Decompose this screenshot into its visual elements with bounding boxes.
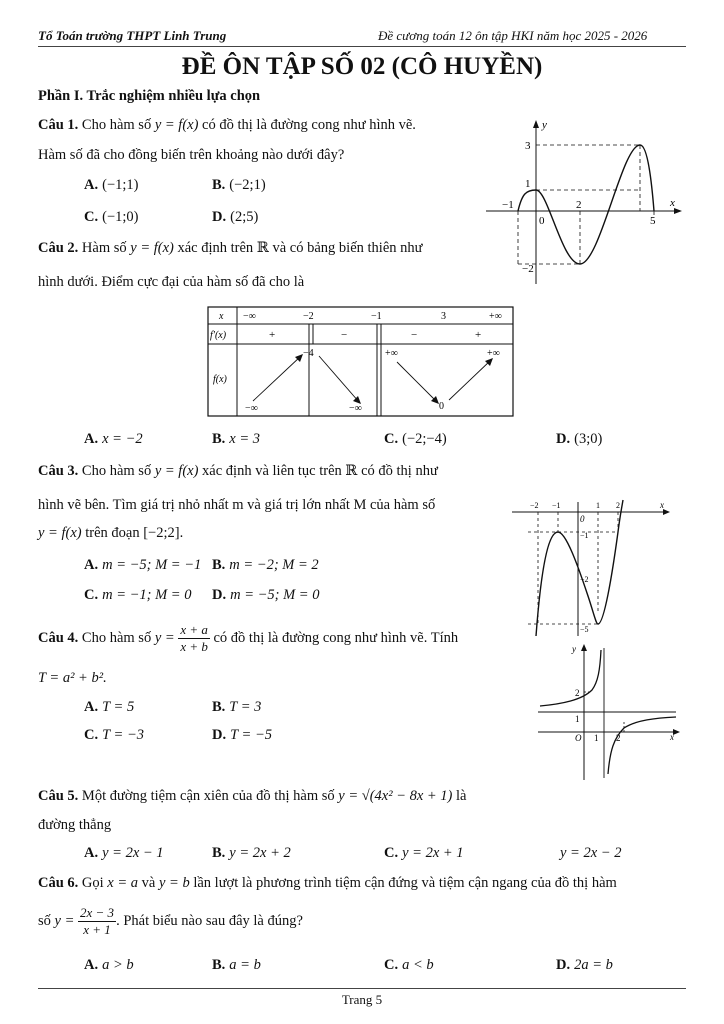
q3-x-arrow <box>663 509 670 515</box>
q1-option-d-val: (2;5) <box>230 209 259 225</box>
q2-option-b-key: B. <box>212 431 226 447</box>
q2-f-minf-1: −∞ <box>245 403 258 414</box>
q4-option-d[interactable] <box>212 727 272 744</box>
header-left: Tổ Toán trường THPT Linh Trung <box>38 28 227 43</box>
q6-text: Gọi <box>81 875 104 891</box>
q2-x-val-3: 3 <box>441 311 446 322</box>
q2-f-label: f(x) <box>213 374 227 385</box>
q6-y-eq: y = <box>54 912 75 929</box>
q2-fp-0: + <box>269 329 276 341</box>
q2-option-c-val: (−2;−4) <box>402 431 447 447</box>
q1-text: Cho hàm số <box>81 117 152 133</box>
q4-tick-x1: 1 <box>594 733 599 743</box>
q3-option-c[interactable] <box>84 587 191 604</box>
q1-option-c[interactable] <box>84 209 138 226</box>
q4-numerator: x + a <box>180 622 208 637</box>
q2-option-a-key: A. <box>84 431 99 447</box>
q3-func: y = f(x) <box>154 463 199 479</box>
q1-option-a-val: (−1;1) <box>102 177 139 193</box>
q2-x-val-2: −1 <box>371 311 382 322</box>
q5-option-a-key: A. <box>84 845 99 861</box>
q2-arrow-up-2 <box>449 360 491 400</box>
q5-option-a-val: y = 2x − 1 <box>102 845 164 861</box>
q4-option-b-val: T = 3 <box>229 699 262 715</box>
q3-text: Cho hàm số <box>81 463 152 479</box>
q4-option-c-val: T = −3 <box>102 727 144 743</box>
q2-f-pinf-2: +∞ <box>487 348 500 359</box>
q1-option-d-key: D. <box>212 209 227 225</box>
q2-text-c: và có bảng biến thiên như <box>272 240 423 256</box>
q1-x-label: x <box>670 197 675 209</box>
q4-denominator: x + b <box>180 639 208 654</box>
q2-x-val-0: −∞ <box>243 311 256 322</box>
q2-option-a-val: x = −2 <box>102 431 143 447</box>
q1-option-d[interactable] <box>212 209 258 226</box>
q4-y-arrow <box>581 644 587 651</box>
q6-option-b-val: a = b <box>229 957 261 973</box>
q1-option-c-val: (−1;0) <box>102 209 139 225</box>
q4-tick-x2: 2 <box>616 733 621 743</box>
q1-option-b-key: B. <box>212 177 226 193</box>
q3-option-a-key: A. <box>84 557 99 573</box>
question-1-label: Câu 1. <box>38 117 79 133</box>
q2-option-d-val: (3;0) <box>574 431 603 447</box>
q5-option-d-val: y = 2x − 2 <box>560 845 622 861</box>
q2-arrow-down-2 <box>397 362 437 402</box>
question-5-line-1 <box>38 788 466 805</box>
q5-text-b: là <box>456 788 467 804</box>
q6-option-d-key: D. <box>556 957 571 973</box>
q5-option-b-val: y = 2x + 2 <box>229 845 291 861</box>
q3-tick-x2: 2 <box>616 501 620 510</box>
question-3-line-3 <box>38 525 183 542</box>
q4-fraction <box>178 622 210 655</box>
q2-option-c-key: C. <box>384 431 399 447</box>
page-title: ĐỀ ÔN TẬP SỐ 02 (CÔ HUYỀN) <box>181 53 543 80</box>
q2-x-val-1: −2 <box>303 311 314 322</box>
q2-text-b: xác định trên <box>177 240 254 256</box>
q4-option-a[interactable] <box>84 699 134 716</box>
q2-option-b-val: x = 3 <box>229 431 261 447</box>
question-4-line-2: T = a² + b². <box>38 670 107 686</box>
q6-text-2b: . Phát biểu nào sau đây là đúng? <box>116 912 303 929</box>
q5-option-b-key: B. <box>212 845 226 861</box>
q3-option-d-key: D. <box>212 587 227 603</box>
q1-tick-1: 1 <box>525 178 531 190</box>
q6-fraction <box>78 905 116 938</box>
question-1-line-1 <box>38 117 416 134</box>
q4-option-b-key: B. <box>212 699 226 715</box>
q3-interval: [−2;2]. <box>143 525 184 541</box>
q3-option-c-key: C. <box>84 587 99 603</box>
q1-option-c-key: C. <box>84 209 99 225</box>
q2-x-val-4: +∞ <box>489 311 502 322</box>
q1-tick-m1: −1 <box>502 199 514 211</box>
page-number: Trang 5 <box>341 992 383 1007</box>
q2-option-d[interactable] <box>556 431 602 448</box>
q4-tick-y2: 2 <box>575 688 580 698</box>
q1-tick-0: 0 <box>539 215 545 227</box>
q6-numerator: 2x − 3 <box>80 905 115 920</box>
q6-option-c[interactable] <box>384 957 434 974</box>
q2-option-a[interactable] <box>84 431 143 448</box>
question-2-label: Câu 2. <box>38 240 79 256</box>
header-rule <box>38 46 686 47</box>
q4-graph <box>532 640 682 782</box>
q3-func-2: y = f(x) <box>38 525 82 541</box>
q4-option-a-key: A. <box>84 699 99 715</box>
q3-option-a-val: m = −5; M = −1 <box>102 557 202 573</box>
question-4-label: Câu 4. <box>38 629 79 646</box>
q2-x-label: x <box>219 311 224 322</box>
q3-tick-ym5: −5 <box>580 625 589 634</box>
question-1-line-2: Hàm số đã cho đồng biến trên khoảng nào dưới đây? <box>38 147 345 163</box>
q4-text: Cho hàm số <box>81 629 152 646</box>
q3-x-label: x <box>660 500 664 510</box>
q1-tick-5: 5 <box>650 215 656 227</box>
question-6-line-2 <box>38 905 303 938</box>
q6-option-c-val: a < b <box>402 957 434 973</box>
q1-graph <box>482 116 692 286</box>
q2-f-zero: 0 <box>439 401 444 412</box>
q1-option-b-val: (−2;1) <box>229 177 266 193</box>
q3-option-b[interactable] <box>212 557 319 574</box>
q2-f-pinf-1: +∞ <box>385 348 398 359</box>
q5-option-c[interactable] <box>384 845 464 862</box>
q1-option-b[interactable] <box>212 177 266 194</box>
q4-option-c-key: C. <box>84 727 99 743</box>
q1-option-a-key: A. <box>84 177 99 193</box>
q1-option-a[interactable] <box>84 177 138 194</box>
q4-option-b[interactable] <box>212 699 261 716</box>
question-3-label: Câu 3. <box>38 463 79 479</box>
q6-yb: y = b <box>158 875 190 891</box>
q1-y-label: y <box>542 119 547 131</box>
q2-f-minf-2: −∞ <box>349 403 362 414</box>
q2-func: y = f(x) <box>130 240 174 256</box>
q6-denominator: x + 1 <box>83 922 111 937</box>
q6-and: và <box>141 875 156 891</box>
question-3-line-2: hình vẽ bên. Tìm giá trị nhỏ nhất m và giá trị lớn nhất M của hàm số <box>38 497 436 513</box>
q6-option-b-key: B. <box>212 957 226 973</box>
question-6-line-1 <box>38 875 617 892</box>
q3-option-d[interactable] <box>212 587 319 604</box>
question-5-label: Câu 5. <box>38 788 79 804</box>
q4-origin: O <box>575 733 582 743</box>
q4-curve-right <box>608 717 676 774</box>
q3-tick-origin: 0 <box>580 514 585 524</box>
q2-variation-table <box>207 306 515 418</box>
q2-option-c[interactable] <box>384 431 447 448</box>
question-6-label: Câu 6. <box>38 875 79 891</box>
q1-func: y = f(x) <box>154 117 199 133</box>
q4-x-label: x <box>670 732 674 742</box>
q1-tick-3: 3 <box>525 140 531 152</box>
q3-text-c: có đồ thị như <box>361 463 438 479</box>
q1-text-b: có đồ thị là đường cong như hình vẽ. <box>202 117 416 133</box>
q6-option-a[interactable] <box>84 957 134 974</box>
q4-y-label: y <box>572 644 576 654</box>
q3-tick-x1: 1 <box>596 501 600 510</box>
q3-tick-ym2: −2 <box>580 575 589 584</box>
q6-option-a-val: a > b <box>102 957 134 973</box>
q3-tick-xm2: −2 <box>530 501 539 510</box>
q4-y-eq: y = <box>154 629 175 646</box>
q2-fp-label: f′(x) <box>210 330 227 341</box>
q2-arrow-down-1 <box>319 356 359 402</box>
q5-text: Một đường tiệm cận xiên của đồ thị hàm số <box>81 788 335 804</box>
q6-option-d-val: 2a = b <box>574 957 613 973</box>
q2-fp-2: − <box>411 329 418 341</box>
q6-text-2: số <box>38 912 51 929</box>
q2-table-frame <box>208 307 513 416</box>
q1-tick-m2: −2 <box>522 263 534 275</box>
q2-set: ℝ <box>256 240 269 256</box>
q3-option-a[interactable] <box>84 557 201 574</box>
section-heading: Phần I. Trắc nghiệm nhiều lựa chọn <box>38 88 261 104</box>
q3-graph <box>508 496 674 638</box>
question-2-line-2: hình dưới. Điểm cực đại của hàm số đã cho là <box>38 274 305 290</box>
q4-text-b: có đồ thị là đường cong như hình vẽ. Tính <box>213 629 459 646</box>
q6-text-b: lần lượt là phương trình tiệm cận đứng và tiệm cận ngang của đồ thị hàm <box>193 875 617 891</box>
q2-f-max: −4 <box>303 348 314 359</box>
q4-curve-left <box>540 650 601 706</box>
q5-option-b[interactable] <box>212 845 291 862</box>
q1-curve <box>518 145 654 264</box>
q4-option-d-val: T = −5 <box>230 727 272 743</box>
header-right: Đề cương toán 12 ôn tập HKI năm học 2025 - 2026 <box>378 28 648 43</box>
q6-option-a-key: A. <box>84 957 99 973</box>
q5-option-c-key: C. <box>384 845 399 861</box>
q4-tick-y1: 1 <box>575 714 580 724</box>
q3-option-b-val: m = −2; M = 2 <box>229 557 319 573</box>
q5-option-c-val: y = 2x + 1 <box>402 845 464 861</box>
q2-option-b[interactable] <box>212 431 260 448</box>
q3-tick-xm1: −1 <box>552 501 561 510</box>
q1-tick-2: 2 <box>576 199 582 211</box>
footer-rule <box>38 988 686 989</box>
q4-option-c[interactable] <box>84 727 144 744</box>
q2-option-d-key: D. <box>556 431 571 447</box>
q6-option-d[interactable] <box>556 957 613 974</box>
q5-option-a[interactable] <box>84 845 164 862</box>
q3-set: ℝ <box>345 463 358 479</box>
q2-text: Hàm số <box>81 240 127 256</box>
q3-text-3: trên đoạn <box>85 525 140 541</box>
q2-fp-3: + <box>475 329 482 341</box>
question-5-line-2: đường thẳng <box>38 817 112 833</box>
q5-func: y = √(4x² − 8x + 1) <box>338 788 453 804</box>
q4-option-d-key: D. <box>212 727 227 743</box>
q6-option-b[interactable] <box>212 957 261 974</box>
q4-option-a-val: T = 5 <box>102 699 135 715</box>
q3-option-d-val: m = −5; M = 0 <box>230 587 320 603</box>
q4-x-arrow <box>673 729 680 735</box>
question-3-line-1 <box>38 463 438 480</box>
q3-option-c-val: m = −1; M = 0 <box>102 587 192 603</box>
q3-text-b: xác định và liên tục trên <box>202 463 342 479</box>
q2-arrow-up-1 <box>253 356 301 401</box>
q3-tick-ym1: −1 <box>580 531 589 540</box>
q1-x-arrow <box>674 208 682 214</box>
q1-y-arrow <box>533 120 539 128</box>
q3-option-b-key: B. <box>212 557 226 573</box>
q6-option-c-key: C. <box>384 957 399 973</box>
q5-option-d[interactable] <box>556 845 621 862</box>
question-2-line-1 <box>38 240 423 257</box>
q2-fp-1: − <box>341 329 348 341</box>
q6-xa: x = a <box>107 875 139 891</box>
question-4-line-1 <box>38 622 458 655</box>
